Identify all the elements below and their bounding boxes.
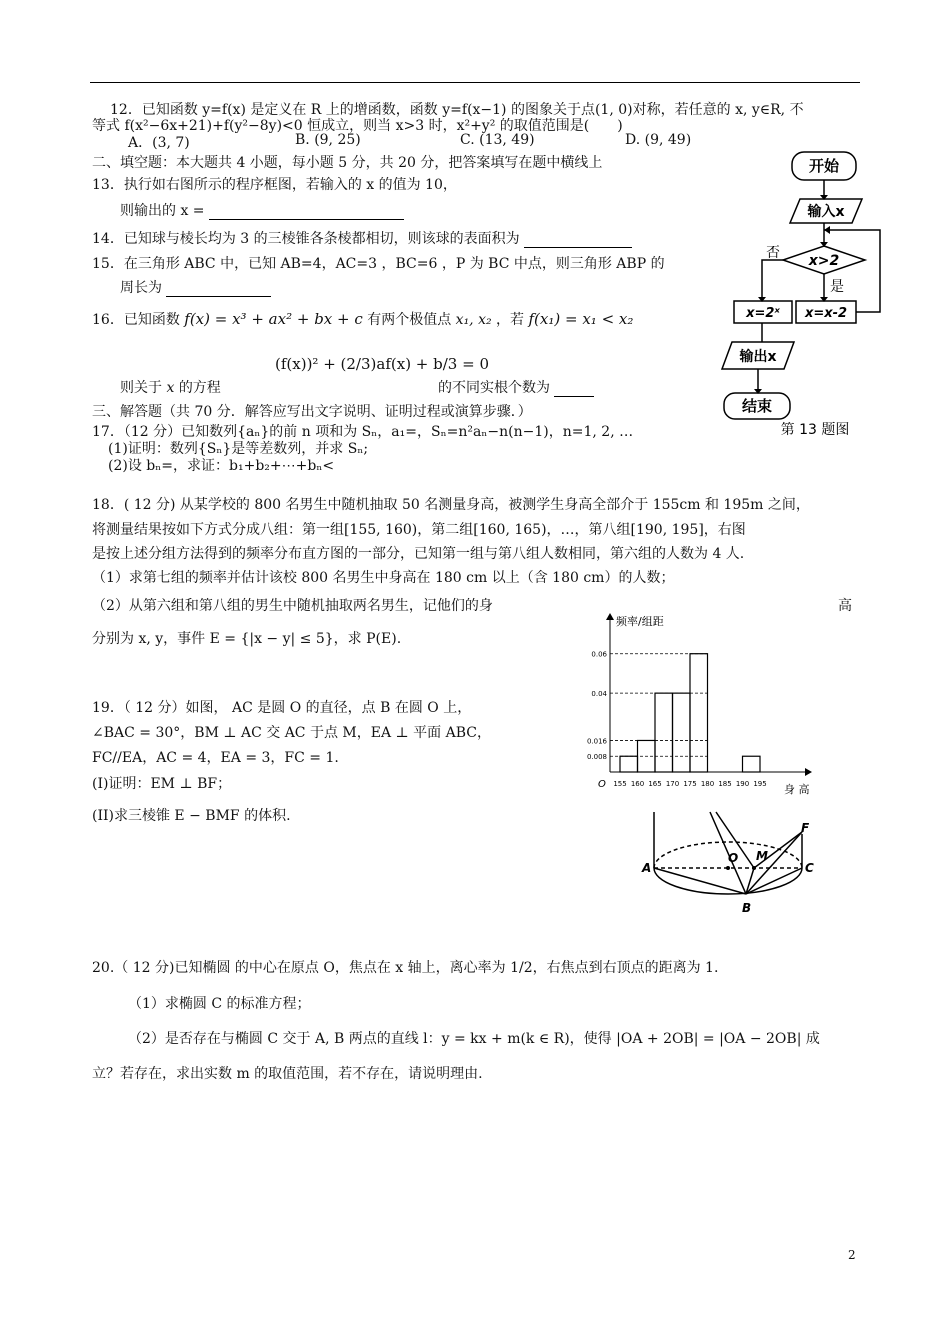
hist-y-arrow: [606, 613, 614, 620]
seg-ab: [654, 868, 746, 894]
q16-ruo: ，若: [496, 312, 525, 328]
q17-line3: (2)设 bₙ=，求证：b₁+b₂+⋯+bₙ<: [108, 458, 335, 474]
label-a: A: [642, 861, 652, 875]
q17-line2: (1)证明：数列{Sₙ}是等差数列，并求 Sₙ;: [108, 441, 369, 457]
q16-t3: 的不同实根个数为: [438, 380, 550, 396]
q16-t1: 则关于: [120, 380, 162, 396]
label-c: C: [805, 861, 814, 875]
q15-line2: [120, 277, 271, 297]
flow-start-label: 开始: [808, 157, 840, 175]
hist-xtick-label: 185: [718, 780, 732, 788]
flow-end-label: 结束: [741, 397, 773, 415]
hist-bar: [743, 756, 761, 772]
hist-ytick-label: 0.04: [591, 690, 607, 699]
frequency-histogram: [580, 612, 820, 800]
q12-option-b: B. (9, 25): [295, 132, 361, 148]
q14-text: 14．已知球与棱长均为 3 的三棱锥各条棱都相切，则该球的表面积为: [92, 231, 520, 247]
flow-left-label: x=2ˣ: [746, 306, 780, 321]
q16-line2b: [438, 377, 594, 397]
q16-condition: f(x₁) = x₁ < x₂: [528, 310, 634, 328]
label-m: M: [756, 849, 768, 863]
hist-ytick-label: 0.008: [586, 753, 607, 762]
q12-line2: 等式 f(x²−6x+21)+f(y²−8y)<0 恒成立，则当 x>3 时，x²+y² 的取值范围是( ): [92, 118, 623, 134]
point-o: [726, 866, 730, 870]
q19-line2: ∠BAC = 30°，BM ⊥ AC 交 AC 于点 M，EA ⊥ 平面 ABC，: [92, 725, 491, 741]
q20-line1: 20.（ 12 分)已知椭圆 的中心在原点 O，焦点在 x 轴上，离心率为 1/2，右焦点到右顶点的距离为 1.: [92, 960, 719, 976]
hist-origin: O: [598, 779, 606, 790]
q13-text: 则输出的 x =: [120, 203, 205, 219]
hist-ylabel: 频率/组距: [616, 615, 664, 628]
hist-bar: [655, 693, 673, 772]
q16-equation: (f(x))² + (2/3)af(x) + b/3 = 0: [275, 355, 489, 373]
hist-xtick-label: 180: [700, 780, 715, 788]
q20-part2: （2）是否存在与椭圆 C 交于 A, B 两点的直线 l：y = kx + m(k ∈ R)，使得 |OA + 2OB| = |OA − 2OB| 成: [128, 1031, 820, 1047]
q15-answer-blank: [166, 296, 271, 297]
hist-xtick-label: 195: [753, 780, 767, 788]
flow-no-label: 否: [766, 245, 780, 261]
seg-bf: [746, 832, 802, 894]
label-b: B: [742, 901, 752, 915]
flow-right-label: x=x-2: [804, 306, 848, 321]
hist-xlabel: 身 高: [784, 783, 810, 796]
hist-ytick-label: 0.06: [591, 650, 607, 659]
hist-xtick-label: 190: [735, 780, 750, 788]
q12-line1: 12．已知函数 y=f(x) 是定义在 R 上的增函数，函数 y=f(x−1) 的图象关于点(1, 0)对称，若任意的 x, y∈R, 不: [110, 102, 804, 118]
hist-xtick-label: 155: [613, 780, 627, 788]
q19-line1: 19．（ 12 分）如图， AC 是圆 O 的直径，点 B 在圆 O 上，: [92, 700, 472, 716]
section-3-heading: 三、解答题（共 70 分．解答应写出文字说明、证明过程或演算步骤．）: [92, 404, 532, 420]
hist-xtick-label: 175: [683, 780, 697, 788]
q16-mid: 有两个极值点: [367, 312, 452, 328]
q18-part3: 分别为 x, y，事件 E = {|x − y| ≤ 5}，求 P(E).: [92, 631, 402, 647]
q13-line2: [120, 200, 404, 220]
q20-part3: 立？若存在，求出实数 m 的取值范围，若不存在，请说明理由.: [92, 1066, 483, 1082]
hist-xtick-label: 160: [630, 780, 645, 788]
hist-xtick-label: 165: [648, 780, 662, 788]
q16-function: f(x) = x³ + ax² + bx + c: [184, 310, 363, 328]
q16-pre: 16．已知函数: [92, 312, 180, 328]
header-rule: [90, 82, 860, 83]
q15-text: 周长为: [120, 280, 162, 296]
q19-part1: (I)证明：EM ⊥ BF；: [92, 776, 232, 792]
q14-answer-blank: [524, 247, 632, 248]
hist-xtick-label: 170: [665, 780, 680, 788]
hist-x-arrow: [805, 768, 812, 776]
q14: [92, 228, 632, 248]
q19-line3: FC//EA，AC = 4，EA = 3，FC = 1.: [92, 750, 339, 766]
q15-line1: 15．在三角形 ABC 中，已知 AB=4，AC=3 ，BC=6 ，P 为 BC 中点，则三角形 ABP 的: [92, 256, 665, 272]
point-m: [752, 866, 756, 870]
hist-bar: [620, 756, 638, 772]
q13-line1: 13．执行如右图所示的程序框图，若输入的 x 的值为 10，: [92, 177, 457, 193]
q18-line3: 是按上述分组方法得到的频率分布直方图的一部分，已知第一组与第八组人数相同，第六组的人数为 4 人.: [92, 546, 745, 562]
q19-geometry-figure: [640, 810, 820, 920]
section-2-heading: 二、填空题：本大题共 4 小题，每小题 5 分，共 20 分，把答案填写在题中横线上: [92, 155, 603, 171]
q12-option-a: A．(3, 7): [128, 135, 190, 151]
hist-bar: [673, 693, 691, 772]
q16-t2: 的方程: [178, 380, 221, 396]
q18-line1: 18．( 12 分) 从某学校的 800 名男生中随机抽取 50 名测量身高，被测学生身高全部介于 155cm 和 195m 之间，: [92, 497, 810, 513]
q18-part2a: （2）从第六组和第八组的男生中随机抽取两名男生，记他们的身: [92, 598, 493, 614]
flowchart-q13: [700, 145, 900, 440]
q19-part2: (II)求三棱锥 E − BMF 的体积.: [92, 808, 291, 824]
label-f: F: [801, 821, 810, 835]
hist-bar: [690, 654, 708, 772]
hist-ytick-label: 0.016: [586, 737, 607, 746]
flow-output-label: 输出x: [739, 349, 777, 365]
q16-line1: [92, 309, 633, 329]
q13-answer-blank: [209, 219, 404, 220]
flow-condition-label: x>2: [808, 253, 840, 269]
q18-line2: 将测量结果按如下方式分成八组：第一组[155, 160)，第二组[160, 165)，…，第八组[190, 195]，右图: [92, 522, 746, 538]
flow-input-label: 输入x: [807, 204, 845, 220]
q18-part1: （1）求第七组的频率并估计该校 800 名男生中身高在 180 cm 以上（含 180 cm）的人数；: [92, 570, 675, 586]
q12-option-c: C. (13, 49): [460, 132, 535, 148]
flow-yes-label: 是: [830, 279, 844, 295]
q16-points: x₁, x₂: [455, 312, 492, 328]
label-o: O: [728, 851, 739, 865]
q16-x: x: [166, 380, 175, 396]
base-ellipse-front: [654, 868, 802, 894]
q16-line2a: [120, 377, 221, 397]
q20-part1: （1）求椭圆 C 的标准方程；: [128, 996, 311, 1012]
q17-line1: 17．（12 分）已知数列{aₙ}的前 n 项和为 Sₙ，a₁=，Sₙ=n²aₙ−n(n−1)，n=1, 2, …: [92, 424, 634, 440]
flow-caption: 第 13 题图: [780, 422, 850, 438]
q12-option-d: D. (9, 49): [625, 132, 692, 148]
page-number: 2: [848, 1248, 856, 1262]
q18-part2b: 高: [838, 598, 852, 614]
q16-answer-blank: [554, 396, 594, 397]
